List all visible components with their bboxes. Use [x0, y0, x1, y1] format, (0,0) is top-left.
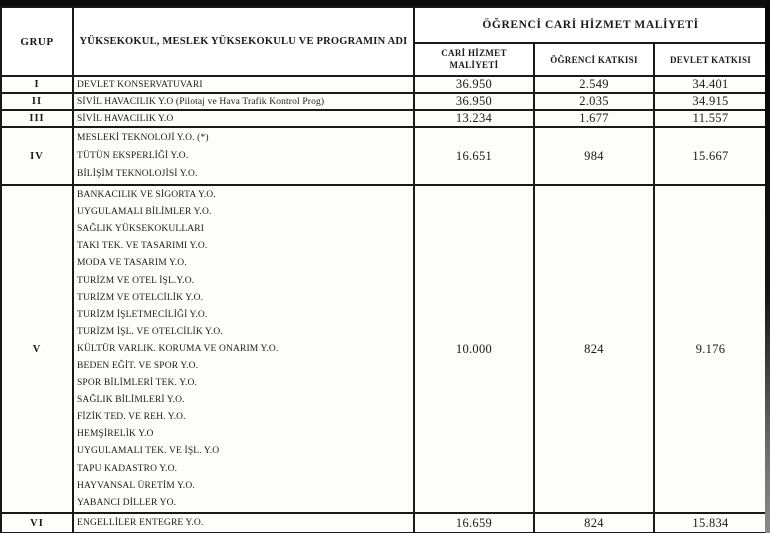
group-cell: III — [1, 110, 73, 127]
table-row — [1, 110, 767, 127]
program-name: TURİZM İŞLETMECİLİĞİ Y.O. — [77, 309, 208, 320]
program-name: BEDEN EĞİT. VE SPOR Y.O. — [77, 360, 199, 371]
group-cell: VI — [1, 513, 73, 533]
program-names-cell — [73, 127, 414, 185]
cari-hizmet-value: 16.659 — [414, 513, 534, 533]
devlet-katkisi-value: 34.401 — [654, 76, 767, 93]
program-name: KÜLTÜR VARLIK. KORUMA VE ONARIM Y.O. — [77, 343, 279, 354]
header-devlet-katkisi: DEVLET KATKISI — [654, 43, 767, 76]
program-name: ENGELLİLER ENTEGRE Y.O. — [77, 518, 204, 528]
program-name: YABANCI DİLLER YO. — [77, 497, 177, 508]
cari-hizmet-value: 13.234 — [414, 110, 534, 127]
group-cell: V — [1, 185, 73, 513]
scan-edge-top — [0, 0, 770, 6]
program-names-cell — [73, 513, 414, 533]
table-row — [1, 127, 767, 185]
table-body — [1, 76, 767, 533]
program-name: HAYVANSAL ÜRETİM Y.O. — [77, 480, 195, 491]
program-names-cell — [73, 93, 414, 110]
header-cari-hizmet-maliyeti — [414, 43, 534, 76]
ogrenci-katkisi-value: 824 — [534, 513, 654, 533]
program-name: TAPU KADASTRO Y.O. — [77, 463, 178, 474]
program-names-cell — [73, 185, 414, 513]
program-name: TÜTÜN EKSPERLİĞİ Y.O. — [77, 150, 189, 161]
table-row — [1, 513, 767, 533]
group-cell: II — [1, 93, 73, 110]
program-name: TURİZM İŞL. VE OTELCİLİK Y.O. — [77, 326, 223, 337]
program-name: BANKACILIK VE SİGORTA Y.O. — [77, 190, 216, 201]
header-grup: GRUP — [1, 7, 73, 76]
cari-hizmet-value: 10.000 — [414, 185, 534, 513]
table-row — [1, 185, 767, 513]
group-cell: IV — [1, 127, 73, 185]
program-name: FİZİK TED. VE REH. Y.O. — [77, 412, 186, 423]
header-program-name: YÜKSEKOKUL, MESLEK YÜKSEKOKULU VE PROGRAMIN ADI — [73, 7, 414, 76]
student-cost-table — [0, 6, 768, 533]
header-ogrenci-katkisi: ÖĞRENCİ KATKISI — [534, 43, 654, 76]
cari-hizmet-value: 36.950 — [414, 93, 534, 110]
program-name: SİVİL HAVACILIK Y.O (Pilotaj ve Hava Trafik Kontrol Prog) — [77, 96, 325, 107]
cari-hizmet-value: 16.651 — [414, 127, 534, 185]
devlet-katkisi-value: 15.834 — [654, 513, 767, 533]
scan-edge-right — [765, 0, 770, 533]
program-names-cell — [73, 110, 414, 127]
program-names-wrap — [74, 78, 413, 91]
program-name: TURİZM VE OTELCİLİK Y.O. — [77, 292, 204, 303]
program-name: SİVİL HAVACILIK Y.O — [77, 113, 174, 124]
program-name: DEVLET KONSERVATUVARI — [77, 79, 203, 90]
group-cell: I — [1, 76, 73, 93]
ogrenci-katkisi-value: 824 — [534, 185, 654, 513]
program-names-wrap — [74, 95, 413, 108]
table-row — [1, 93, 767, 110]
devlet-katkisi-value: 34.915 — [654, 93, 767, 110]
header-student-cost: ÖĞRENCİ CARİ HİZMET MALİYETİ — [414, 7, 767, 43]
ogrenci-katkisi-value: 1.677 — [534, 110, 654, 127]
program-name: HEMŞİRELİK Y.O — [77, 429, 154, 440]
program-name: SPOR BİLİMLERİ TEK. Y.O. — [77, 378, 198, 389]
devlet-katkisi-value: 9.176 — [654, 185, 767, 513]
devlet-katkisi-value: 11.557 — [654, 110, 767, 127]
program-names-wrap — [74, 129, 413, 184]
program-names-wrap — [74, 515, 413, 532]
devlet-katkisi-value: 15.667 — [654, 127, 767, 185]
program-name: MODA VE TASARIM Y.O. — [77, 258, 187, 269]
program-name: UYGULAMALI BİLİMLER Y.O. — [77, 207, 212, 218]
header-cari-hizmet-maliyeti-label: CARİ HİZMET MALİYETİ — [441, 48, 507, 70]
program-name: TAKI TEK. VE TASARIMI Y.O. — [77, 241, 208, 252]
ogrenci-katkisi-value: 984 — [534, 127, 654, 185]
program-name: SAĞLIK YÜKSEKOKULLARI — [77, 224, 205, 235]
program-name: TURİZM VE OTEL İŞL.Y.O. — [77, 275, 195, 286]
table-row — [1, 76, 767, 93]
program-name: SAĞLIK BİLİMLERİ Y.O. — [77, 395, 185, 406]
header-row-top — [1, 7, 767, 43]
ogrenci-katkisi-value: 2.035 — [534, 93, 654, 110]
program-name: BİLİŞİM TEKNOLOJİSİ Y.O. — [77, 169, 198, 180]
cari-hizmet-value: 36.950 — [414, 76, 534, 93]
program-names-wrap — [74, 112, 413, 125]
program-name: UYGULAMALI TEK. VE İŞL. Y.O — [77, 446, 220, 457]
program-names-wrap — [74, 187, 413, 512]
program-name: MESLEKİ TEKNOLOJİ Y.O. (*) — [77, 132, 209, 143]
program-names-cell — [73, 76, 414, 93]
ogrenci-katkisi-value: 2.549 — [534, 76, 654, 93]
